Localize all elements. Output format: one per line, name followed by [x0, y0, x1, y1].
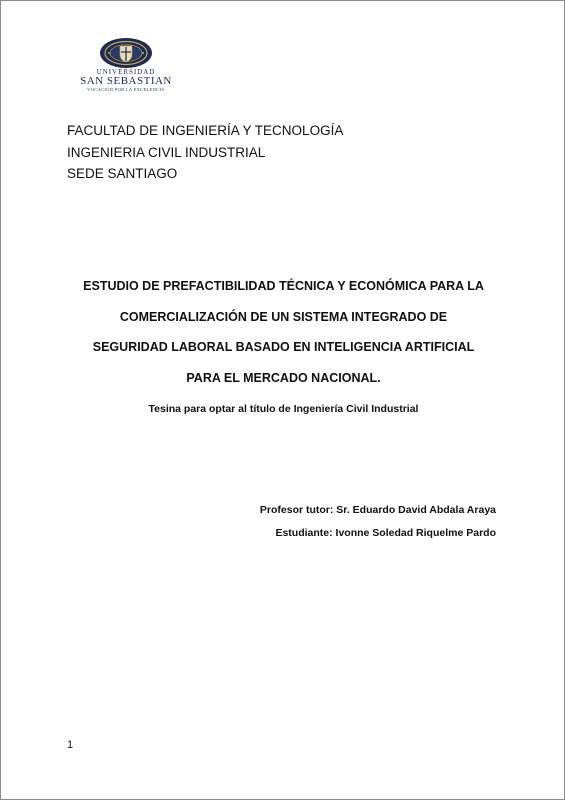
thesis-title-line: SEGURIDAD LABORAL BASADO EN INTELIGENCIA ARTIFICIAL — [92, 340, 475, 354]
tutor-credit: Profesor tutor: Sr. Eduardo David Abdala Araya — [259, 504, 496, 516]
thesis-title-line: ESTUDIO DE PREFACTIBILIDAD TÉCNICA Y ECONÓMICA PARA LA — [83, 279, 484, 293]
faculty-header — [67, 120, 343, 185]
campus-name: SEDE SANTIAGO — [67, 166, 178, 181]
program-name: INGENIERIA CIVIL INDUSTRIAL — [67, 144, 266, 160]
logo-university-label: UNIVERSIDAD — [96, 68, 156, 76]
thesis-subtitle: Tesina para optar al título de Ingeniería Civil Industrial — [148, 403, 419, 415]
page-number: 1 — [67, 739, 74, 751]
thesis-title-line: COMERCIALIZACIÓN DE UN SISTEMA INTEGRADO DE — [119, 309, 448, 324]
thesis-title-line: PARA EL MERCADO NACIONAL. — [186, 370, 381, 385]
thesis-title — [41, 271, 526, 393]
logo-university-name: SAN SEBASTIAN — [80, 75, 172, 87]
logo-motto: VOCACIÓN POR LA EXCELENCIA — [87, 87, 165, 92]
university-crest-icon — [99, 37, 153, 69]
university-logo — [67, 37, 187, 93]
faculty-name: FACULTAD DE INGENIERÍA Y TECNOLOGÍA — [67, 123, 344, 138]
student-credit: Estudiante: Ivonne Soledad Riquelme Pardo — [275, 527, 496, 539]
